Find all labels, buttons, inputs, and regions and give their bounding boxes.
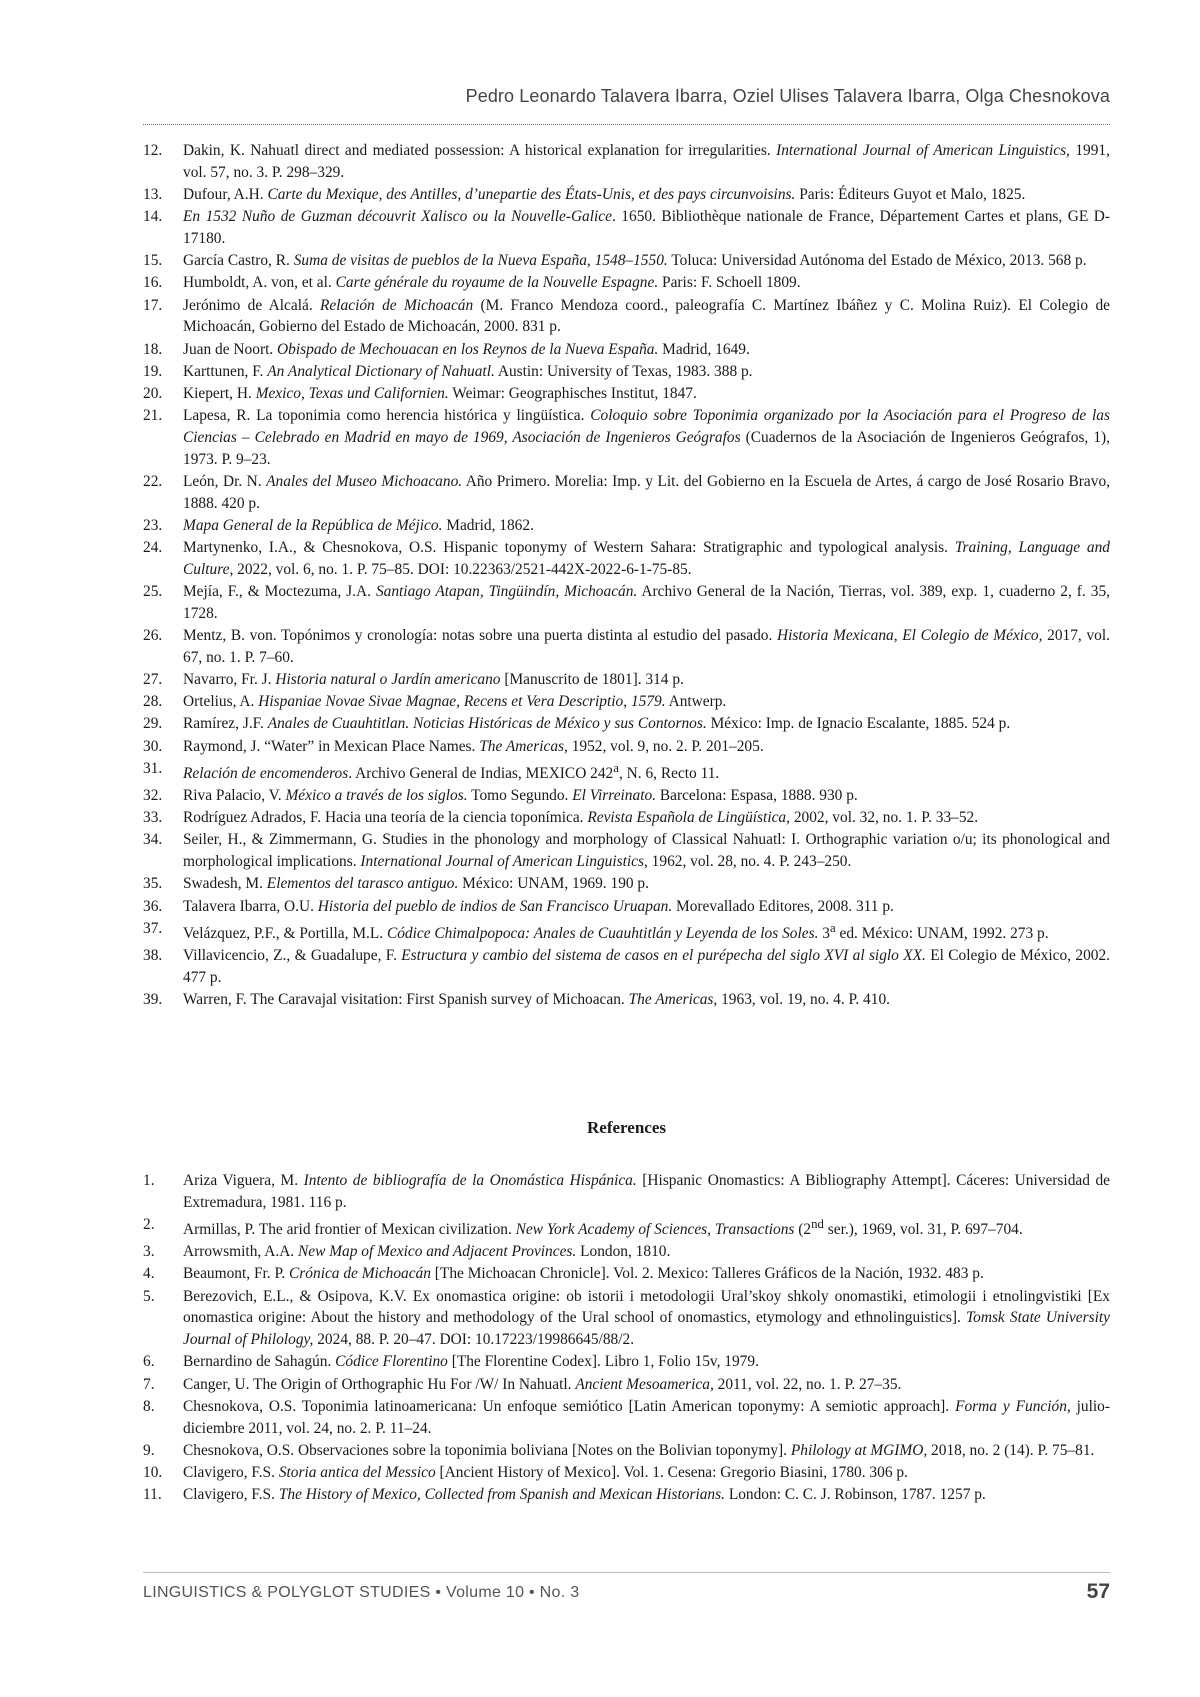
reference-item	[143, 873, 1110, 895]
reference-number: 4.	[143, 1265, 155, 1283]
reference-item	[143, 1241, 1110, 1263]
reference-text: Bernardino de Sahagún. Códice Florentino [The Florentine Codex]. Libro 1, Folio 15v, 1979.	[183, 1353, 759, 1371]
reference-text: Juan de Noort. Obispado de Mechouacan en los Reynos de la Nueva España. Madrid, 1649.	[183, 340, 750, 358]
reference-text: Mentz, B. von. Topónimos y cronología: notas sobre una puerta distinta al estudio del pasado. Historia Mexicana, El Colegio de México, 2017, vol. 67, no. 1. P. 7–60.	[183, 627, 1110, 666]
reference-number: 10.	[143, 1464, 163, 1481]
reference-text: Arrowsmith, A.A. New Map of Mexico and Adjacent Provinces. London, 1810.	[183, 1243, 671, 1261]
reference-number: 18.	[143, 340, 163, 358]
reference-text: Karttunen, F. An Analytical Dictionary of Nahuatl. Austin: University of Texas, 1983. 388 p.	[183, 362, 753, 380]
reference-number: 37.	[143, 919, 163, 937]
reference-item	[143, 1374, 1110, 1396]
reference-item	[143, 896, 1110, 918]
footer-rule	[143, 1572, 1110, 1573]
reference-item	[143, 383, 1110, 405]
reference-text: Rodríguez Adrados, F. Hacia una teoría de la ciencia toponímica. Revista Española de Lingüística, 2002, vol. 32, no. 1. P. 33–52.	[183, 809, 979, 827]
reference-item	[143, 537, 1110, 581]
reference-number: 24.	[143, 539, 163, 557]
reference-text: Relación de encomenderos. Archivo General de Indias, MEXICO 242$^a$, N. 6, Recto 11.	[183, 760, 720, 782]
reference-number: 14.	[143, 208, 163, 226]
reference-text: Martynenko, I.A., & Chesnokova, O.S. Hispanic toponymy of Western Sahara: Stratigraphic and typological analysis. Training, Language and Culture, 2022, vol. 6, no. 1. P. 75–85. DOI: 10.22363/2521-442X-2022-6-1-75-85.	[183, 539, 1110, 578]
reference-text: Berezovich, E.L., & Osipova, K.V. Ex onomastica origine: ob istorii i metodologii Ural’skoy shkoly onomastiki, etimologii i etnolingvistiki [Ex onomastica origine: About the history and methodology of the Ural school of onomastics, etymology and ethnolinguistics]. Tomsk State University Journal of Philology, 2024, 88. P. 20–47. DOI: 10.17223/19986645/88/2.	[183, 1287, 1110, 1349]
reference-item	[143, 1170, 1110, 1214]
reference-item	[143, 471, 1110, 515]
reference-item	[143, 736, 1110, 758]
reference-text: Humboldt, A. von, et al. Carte générale du royaume de la Nouvelle Espagne. Paris: F. Schoell 1809.	[183, 274, 801, 292]
reference-text: Dufour, A.H. Carte du Mexique, des Antilles, d’unepartie des États-Unis, et des pays circunvoisins. Paris: Éditeurs Guyot et Malo, 1825.	[183, 185, 1026, 203]
reference-text: Chesnokova, O.S. Observaciones sobre la toponimia boliviana [Notes on the Bolivian toponymy]. Philology at MGIMO, 2018, no. 2 (14). P. 75–81.	[183, 1441, 1095, 1459]
reference-item	[143, 1214, 1110, 1241]
reference-number: 32.	[143, 787, 163, 805]
reference-text: Talavera Ibarra, O.U. Historia del pueblo de indios de San Francisco Uruapan. Morevallado Editores, 2008. 311 p.	[183, 897, 894, 915]
reference-item	[143, 339, 1110, 361]
reference-text: Ariza Viguera, M. Intento de bibliografía de la Onomástica Hispánica. [Hispanic Onomastics: A Bibliography Attempt]. Cáceres: Universidad de Extremadura, 1981. 116 p.	[183, 1172, 1111, 1211]
reference-item	[143, 758, 1110, 785]
reference-text: Navarro, Fr. J. Historia natural o Jardín americano [Manuscrito de 1801]. 314 p.	[183, 670, 684, 688]
reference-text: Jerónimo de Alcalá. Relación de Michoacán (M. Franco Mendoza coord., paleografía C. Martínez Ibáñez y C. Molina Ruiz). El Colegio de Michoacán, Gobierno del Estado de Michoacán, 2000. 831 p.	[183, 296, 1110, 336]
reference-number: 5.	[143, 1287, 155, 1305]
reference-text: Clavigero, F.S. The History of Mexico, Collected from Spanish and Mexican Historians. London: C. C. J. Robinson, 1787. 1257 p.	[183, 1486, 986, 1504]
reference-item	[143, 1462, 1110, 1484]
reference-number: 7.	[143, 1375, 155, 1393]
reference-item	[143, 918, 1110, 945]
reference-item	[143, 405, 1110, 470]
reference-number: 12.	[143, 142, 163, 159]
reference-list-continued	[143, 140, 1110, 1011]
reference-number: 8.	[143, 1397, 155, 1415]
reference-text: Velázquez, P.F., & Portilla, M.L. Códice Chimalpopoca: Anales de Cuauhtitlán y Leyenda de los Soles. 3$^a$ ed. México: UNAM, 1992. 273 p.	[183, 920, 1049, 942]
reference-item	[143, 1440, 1110, 1462]
reference-item	[143, 829, 1110, 873]
reference-number: 3.	[143, 1243, 155, 1261]
reference-item	[143, 713, 1110, 735]
reference-item	[143, 785, 1110, 807]
reference-number: 17.	[143, 296, 163, 314]
reference-text: Chesnokova, O.S. Toponimia latinoamericana: Un enfoque semiótico [Latin American toponymy: A semiotic approach]. Forma y Función, julio-diciembre 2011, vol. 24, no. 2. P. 11–24.	[183, 1397, 1110, 1437]
reference-item	[143, 515, 1110, 537]
reference-text: Swadesh, M. Elementos del tarasco antiguo. México: UNAM, 1969. 190 p.	[183, 875, 649, 893]
reference-number: 27.	[143, 670, 163, 688]
running-header-authors: Pedro Leonardo Talavera Ibarra, Oziel Ulises Talavera Ibarra, Olga Chesnokova	[465, 86, 1110, 106]
reference-text: Seiler, H., & Zimmermann, G. Studies in the phonology and morphology of Classical Nahuatl: I. Orthographic variation o/u; its phonological and morphological implications. International Journal of American Linguistics, 1962, vol. 28, no. 4. P. 243–250.	[183, 831, 1110, 871]
reference-number: 22.	[143, 472, 163, 490]
footer-journal-info: LINGUISTICS & POLYGLOT STUDIES • Volume 10 • No. 3	[143, 1584, 580, 1601]
reference-number: 31.	[143, 759, 163, 777]
reference-number: 28.	[143, 693, 163, 711]
reference-text: Warren, F. The Caravajal visitation: First Spanish survey of Michoacan. The Americas, 1963, vol. 19, no. 4. P. 410.	[183, 991, 890, 1009]
reference-text: Ramírez, J.F. Anales de Cuauhtitlan. Noticias Históricas de México y sus Contornos. México: Imp. de Ignacio Escalante, 1885. 524 p.	[183, 715, 1011, 733]
reference-number: 6.	[143, 1353, 155, 1371]
reference-text: León, Dr. N. Anales del Museo Michoacano. Año Primero. Morelia: Imp. y Lit. del Gobierno en la Escuela de Artes, á cargo de José Rosario Bravo, 1888. 420 p.	[183, 472, 1110, 512]
reference-number: 21.	[143, 407, 163, 425]
reference-number: 13.	[143, 185, 163, 203]
reference-item	[143, 206, 1110, 250]
reference-text: Kiepert, H. Mexico, Texas und Californien. Weimar: Geographisches Institut, 1847.	[183, 384, 697, 402]
reference-item	[143, 184, 1110, 206]
reference-text: Mapa General de la República de Méjico. Madrid, 1862.	[183, 516, 534, 534]
reference-item	[143, 581, 1110, 625]
reference-number: 1.	[143, 1172, 155, 1189]
page-number: 57	[1086, 1580, 1110, 1603]
reference-text: Armillas, P. The arid frontier of Mexican civilization. New York Academy of Sciences, Transactions (2nd ser.), 1969, vol. 31, P. 697–704.	[183, 1216, 1023, 1239]
reference-text: Villavicencio, Z., & Guadalupe, F. Estructura y cambio del sistema de casos en el purépecha del siglo XVI al siglo XX. El Colegio de México, 2002. 477 p.	[183, 947, 1111, 986]
reference-item	[143, 989, 1110, 1011]
reference-text: García Castro, R. Suma de visitas de pueblos de la Nueva España, 1548–1550. Toluca: Universidad Autónoma del Estado de México, 2013. 568 p.	[183, 252, 1087, 270]
reference-item	[143, 295, 1110, 339]
reference-number: 20.	[143, 384, 163, 402]
reference-item	[143, 361, 1110, 383]
reference-number: 15.	[143, 252, 163, 270]
reference-number: 11.	[143, 1486, 162, 1504]
reference-item	[143, 250, 1110, 272]
reference-number: 38.	[143, 947, 163, 965]
reference-text: En 1532 Nuño de Guzman découvrit Xalisco ou la Nouvelle-Galice. 1650. Bibliothèque nationale de France, Département Cartes et plans, GE D-17180.	[183, 208, 1110, 247]
reference-text: Raymond, J. “Water” in Mexican Place Names. The Americas, 1952, vol. 9, no. 2. P. 201–205.	[183, 737, 764, 755]
reference-item	[143, 691, 1110, 713]
reference-item	[143, 807, 1110, 829]
reference-item	[143, 272, 1110, 294]
reference-number: 9.	[143, 1441, 155, 1459]
reference-item	[143, 140, 1110, 184]
reference-text: Canger, U. The Origin of Orthographic Hu For /W/ In Nahuatl. Ancient Mesoamerica, 2011, vol. 22, no. 1. P. 27–35.	[183, 1375, 902, 1393]
reference-number: 35.	[143, 875, 163, 893]
reference-text: Dakin, K. Nahuatl direct and mediated possession: A historical explanation for irregularities. International Journal of American Linguistics, 1991, vol. 57, no. 3. P. 298–329.	[183, 142, 1110, 181]
reference-item	[143, 669, 1110, 691]
reference-number: 33.	[143, 809, 163, 827]
reference-number: 2.	[143, 1215, 155, 1233]
header-dotted-rule	[143, 124, 1110, 125]
reference-number: 25.	[143, 583, 163, 601]
section-title-references: References	[587, 1118, 666, 1137]
reference-item	[143, 1263, 1110, 1285]
reference-list-transliterated	[143, 1170, 1110, 1506]
reference-item	[143, 1286, 1110, 1351]
reference-item	[143, 625, 1110, 669]
reference-item	[143, 1351, 1110, 1373]
reference-text: Ortelius, A. Hispaniae Novae Sivae Magnae, Recens et Vera Descriptio, 1579. Antwerp.	[183, 693, 727, 711]
reference-number: 16.	[143, 274, 163, 292]
reference-text: Mejía, F., & Moctezuma, J.A. Santiago Atapan, Tingüindín, Michoacán. Archivo General de la Nación, Tierras, vol. 389, exp. 1, cuaderno 2, f. 35, 1728.	[183, 583, 1110, 622]
reference-number: 30.	[143, 737, 163, 755]
reference-item	[143, 1484, 1110, 1506]
reference-text: Riva Palacio, V. México a través de los siglos. Tomo Segundo. El Virreinato. Barcelona: Espasa, 1888. 930 p.	[183, 787, 858, 805]
reference-number: 34.	[143, 831, 163, 849]
reference-item	[143, 1396, 1110, 1440]
reference-item	[143, 945, 1110, 989]
reference-number: 19.	[143, 362, 163, 380]
reference-text: Clavigero, F.S. Storia antica del Messico [Ancient History of Mexico]. Vol. 1. Cesena: Gregorio Biasini, 1780. 306 p.	[183, 1464, 908, 1481]
reference-number: 36.	[143, 897, 163, 915]
reference-number: 23.	[143, 516, 163, 534]
reference-text: Lapesa, R. La toponimia como herencia histórica y lingüística. Coloquio sobre Toponimia organizado por la Asociación para el Progreso de las Ciencias – Celebrado en Madrid en mayo de 1969, Asociación de Ingenieros Geógrafos (Cuadernos de la Asociación de Ingenieros Geógrafos, 1), 1973. P. 9–23.	[183, 407, 1110, 468]
reference-number: 29.	[143, 715, 163, 733]
reference-number: 26.	[143, 627, 163, 644]
reference-number: 39.	[143, 991, 163, 1009]
reference-text: Beaumont, Fr. P. Crónica de Michoacán [The Michoacan Chronicle]. Vol. 2. Mexico: Talleres Gráficos de la Nación, 1932. 483 p.	[183, 1265, 984, 1283]
